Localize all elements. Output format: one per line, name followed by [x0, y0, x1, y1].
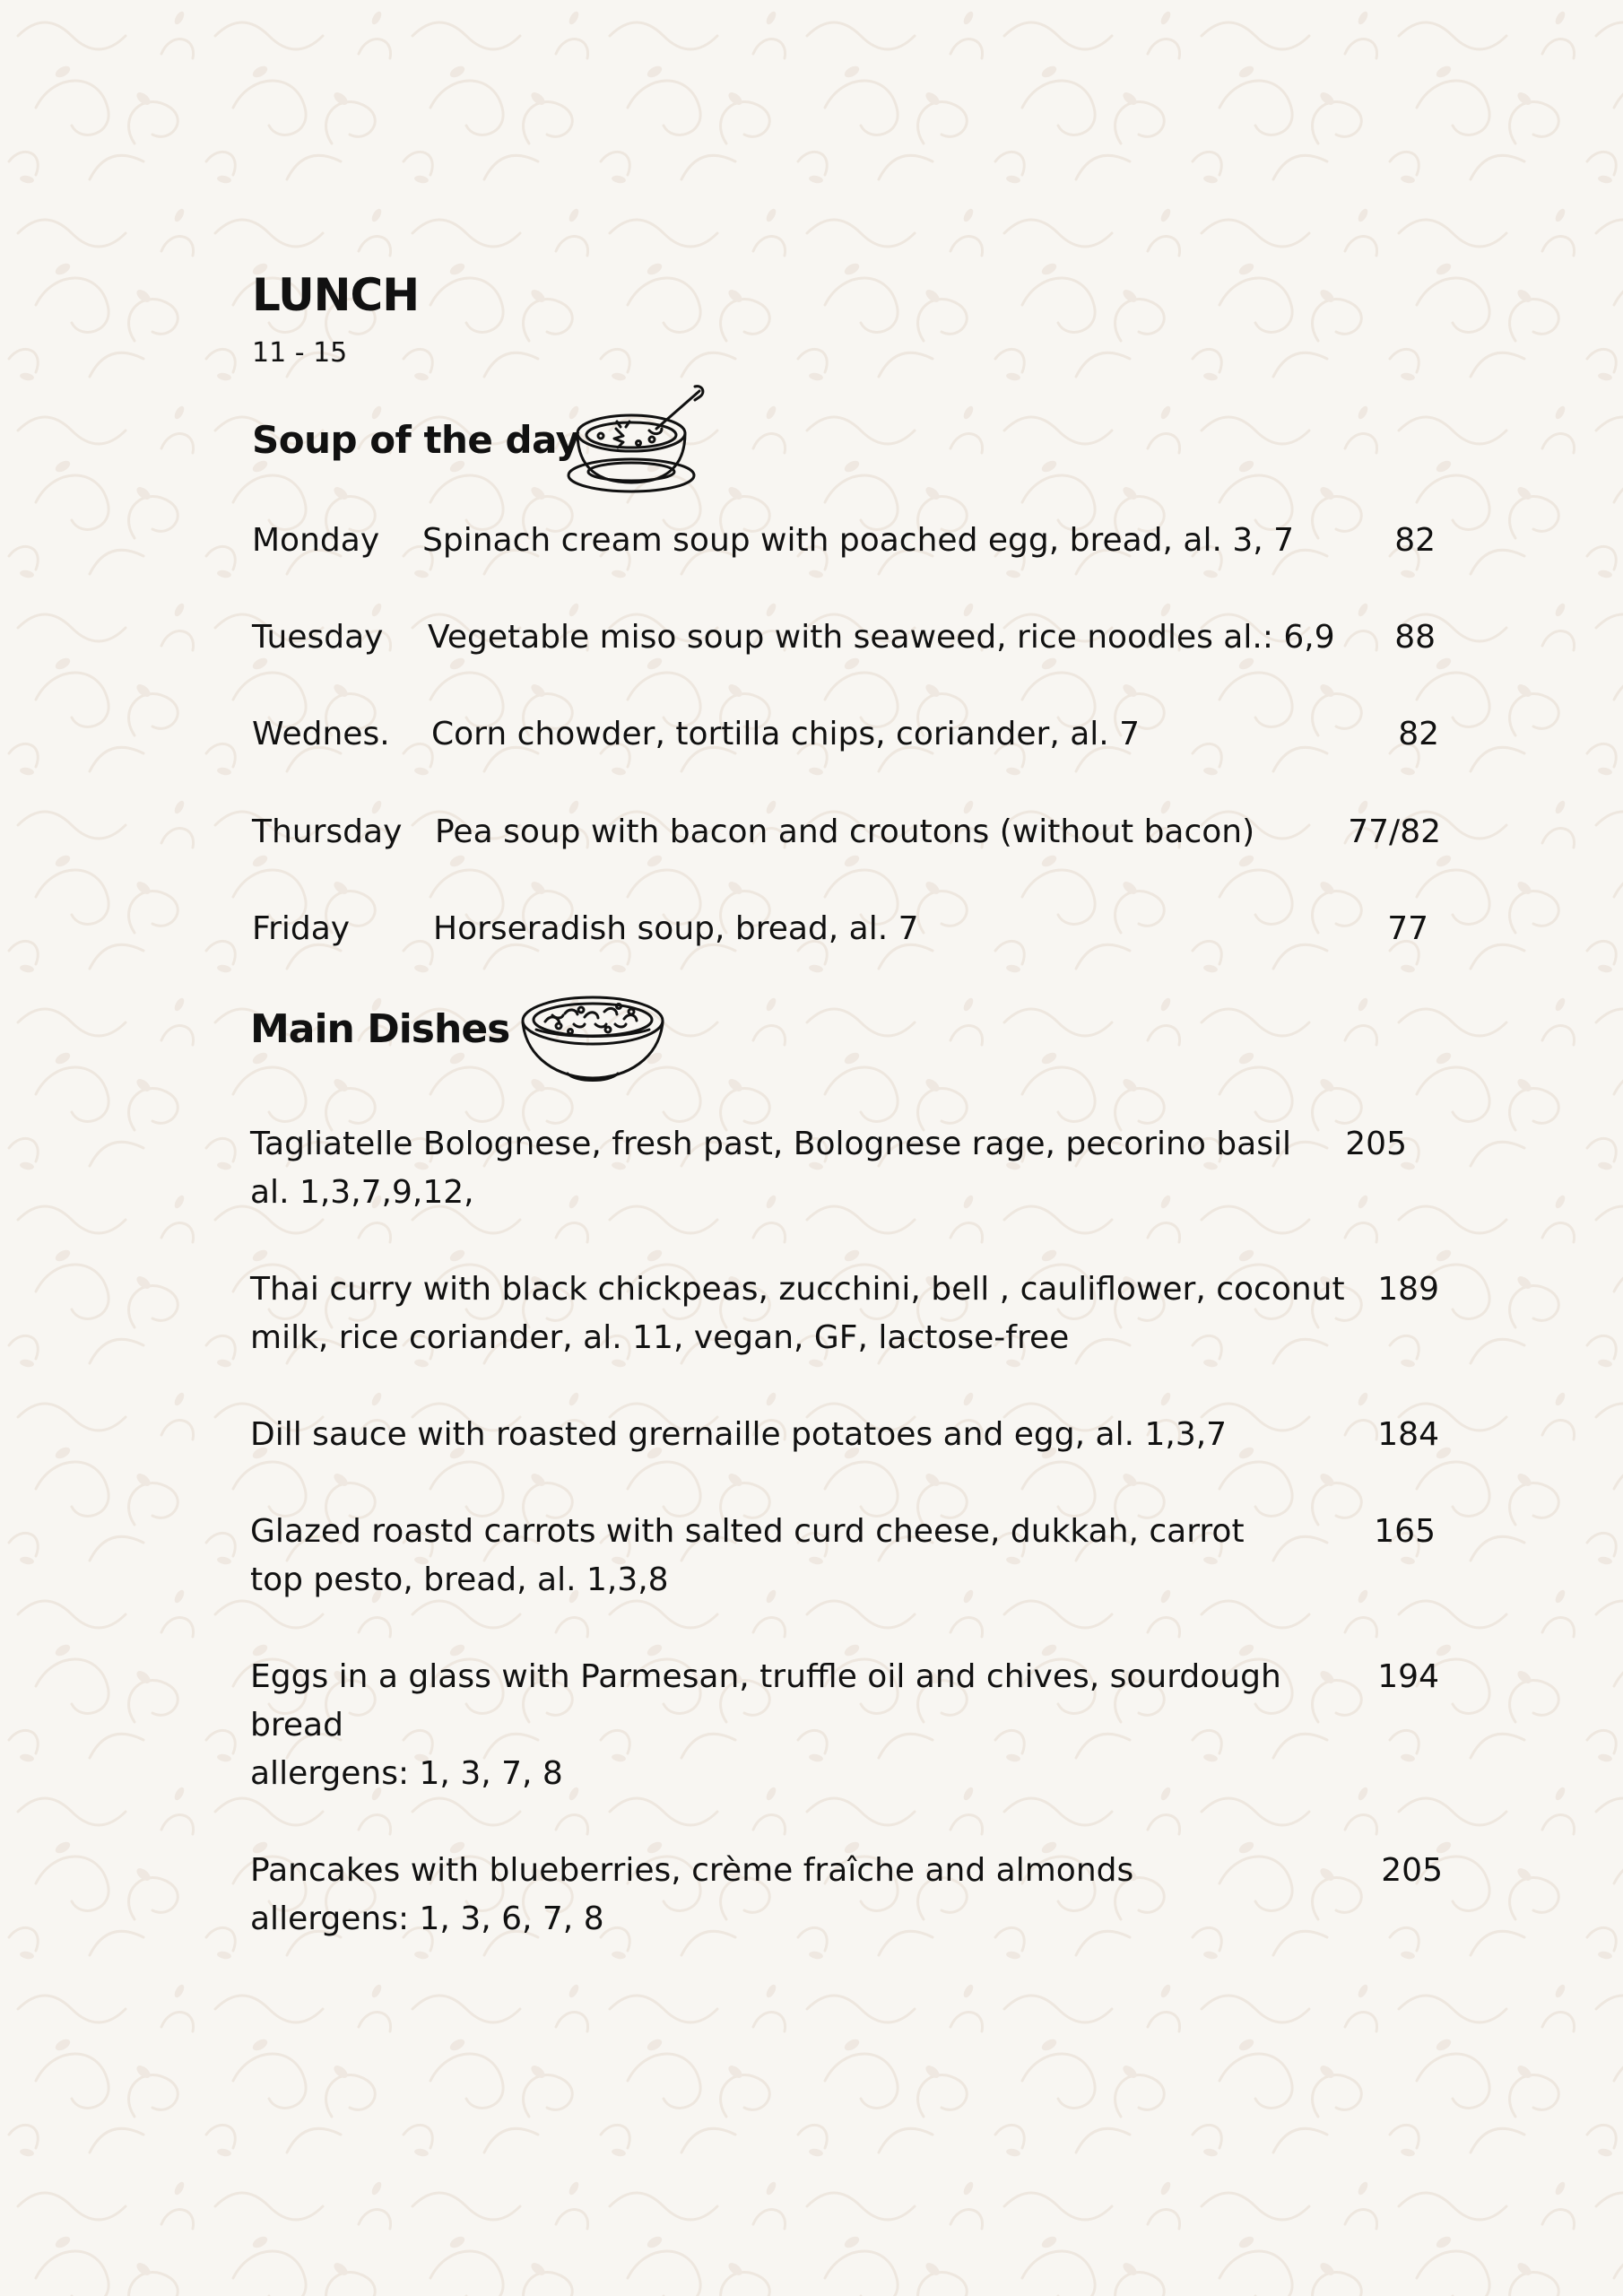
soup-day: Tuesday — [252, 619, 384, 656]
dish-description: al. 1,3,7,9,12, — [250, 1174, 474, 1211]
dish-price: 205 — [1345, 1126, 1407, 1162]
soup-bowl-icon — [567, 384, 710, 500]
dish-allergens: allergens: 1, 3, 6, 7, 8 — [250, 1900, 604, 1937]
salad-bowl-icon — [518, 990, 671, 1089]
soup-description: Vegetable miso soup with seaweed, rice noodles al.: 6,9 — [428, 619, 1335, 656]
soup-day: Friday — [252, 910, 351, 947]
dish-description: Glazed roastd carrots with salted curd cheese, dukkah, carrot — [250, 1513, 1245, 1550]
dish-price: 205 — [1381, 1852, 1443, 1889]
soup-description: Corn chowder, tortilla chips, coriander, al. 7 — [431, 716, 1141, 752]
dish-description: top pesto, bread, al. 1,3,8 — [250, 1561, 669, 1598]
soup-price: 88 — [1394, 619, 1436, 656]
dish-description: milk, rice coriander, al. 11, vegan, GF, lactose-free — [250, 1319, 1070, 1356]
dish-allergens: allergens: 1, 3, 7, 8 — [250, 1755, 563, 1792]
dish-description: Thai curry with black chickpeas, zucchini, bell , cauliflower, coconut — [250, 1271, 1345, 1308]
dish-description: Dill sauce with roasted grernaille potatoes and egg, al. 1,3,7 — [250, 1416, 1228, 1453]
dish-description: bread — [250, 1707, 343, 1744]
soup-price: 82 — [1394, 522, 1436, 559]
soup-price: 77 — [1387, 910, 1428, 947]
dish-description: Eggs in a glass with Parmesan, truffle oil and chives, sourdough — [250, 1658, 1281, 1695]
main-dishes-title: Main Dishes — [250, 1006, 510, 1052]
soup-day: Wednes. — [252, 716, 390, 752]
menu-title: LUNCH — [252, 269, 420, 321]
dish-price: 189 — [1377, 1271, 1439, 1308]
dish-price: 194 — [1377, 1658, 1439, 1695]
soup-section-title: Soup of the day — [252, 418, 580, 462]
soup-day: Thursday — [252, 813, 403, 850]
dish-description: Pancakes with blueberries, crème fraîche and almonds — [250, 1852, 1134, 1889]
dish-price: 165 — [1374, 1513, 1436, 1550]
opening-hours: 11 - 15 — [252, 337, 348, 369]
soup-description: Spinach cream soup with poached egg, bread, al. 3, 7 — [422, 522, 1295, 559]
dish-price: 184 — [1377, 1416, 1439, 1453]
soup-description: Pea soup with bacon and croutons (without bacon) — [435, 813, 1255, 850]
dish-description: Tagliatelle Bolognese, fresh past, Bolognese rage, pecorino basil — [250, 1126, 1291, 1162]
soup-price: 82 — [1398, 716, 1439, 752]
soup-price: 77/82 — [1348, 813, 1441, 850]
soup-description: Horseradish soup, bread, al. 7 — [433, 910, 919, 947]
soup-day: Monday — [252, 522, 380, 559]
